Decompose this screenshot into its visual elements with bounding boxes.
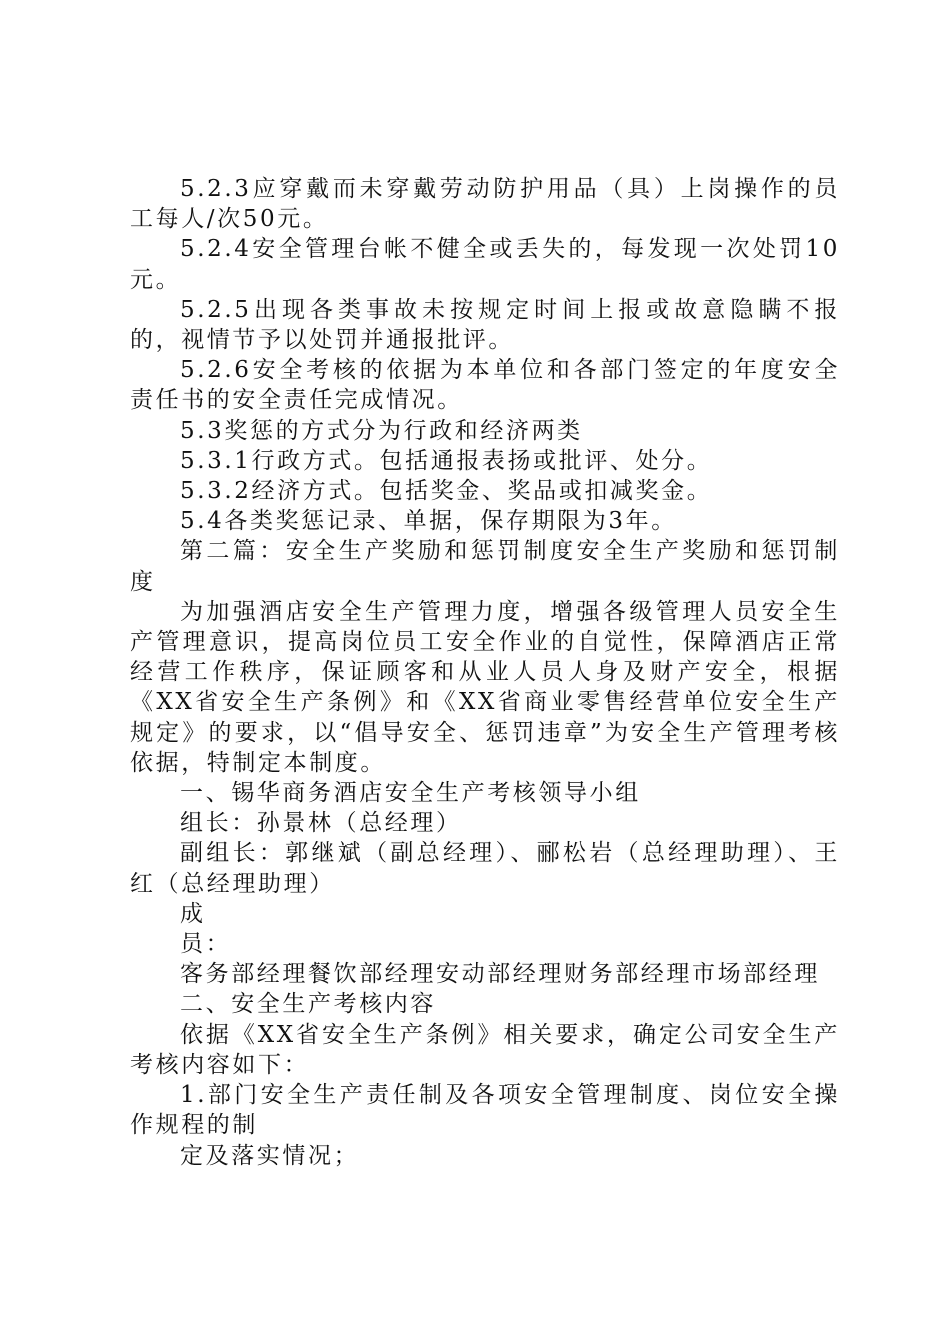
paragraph-item-1: 1.部门安全生产责任制及各项安全管理制度、岗位安全操作规程的制 (130, 1082, 840, 1139)
paragraph-deputy-leaders: 副组长：郭继斌（副总经理）、郦松岩（总经理助理）、王红（总经理助理） (130, 840, 840, 897)
paragraph-5-2-5: 5.2.5出现各类事故未按规定时间上报或故意隐瞒不报的，视情节予以处罚并通报批评。 (130, 296, 840, 354)
heading-assessment-content: 二、安全生产考核内容 (180, 991, 436, 1018)
paragraph-5-2-3: 5.2.3应穿戴而未穿戴劳动防护用品（具）上岗操作的员工每人/次50元。 (130, 176, 840, 233)
paragraph-5-3-2: 5.3.2经济方式。包括奖金、奖品或扣减奖金。 (180, 478, 713, 505)
heading-leadership-group: 一、锡华商务酒店安全生产考核领导小组 (180, 780, 641, 807)
paragraph-5-3: 5.3奖惩的方式分为行政和经济两类 (180, 417, 583, 444)
paragraph-5-2-4: 5.2.4安全管理台帐不健全或丢失的，每发现一次处罚10元。 (130, 236, 840, 293)
paragraph-group-leader: 组长：孙景林（总经理） (180, 810, 462, 837)
paragraph-item-1-continued: 定及落实情况； (180, 1142, 360, 1169)
paragraph-intro: 为加强酒店安全生产管理力度，增强各级管理人员安全生产管理意识，提高岗位员工安全作业的自觉性，保障酒店正常经营工作秩序，保证顾客和从业人员人身及财产安全，根据《XX省安全生产条例》和《XX省商业零售经营单位安全生产规定》的要求，以“倡导安全、惩罚违章”为安全生产管理考核依据，特制定本制度。 (130, 598, 840, 776)
paragraph-5-3-1: 5.3.1行政方式。包括通报表扬或批评、处分。 (180, 447, 713, 474)
paragraph-members-label-1: 成 (180, 900, 206, 927)
section-heading-part-two: 第二篇：安全生产奖励和惩罚制度安全生产奖励和惩罚制度 (130, 538, 840, 595)
paragraph-5-2-6: 5.2.6安全考核的依据为本单位和各部门签定的年度安全责任书的安全责任完成情况。 (130, 357, 840, 414)
paragraph-members-label-2: 员： (180, 931, 232, 958)
paragraph-5-4: 5.4各类奖惩记录、单据，保存期限为3年。 (180, 508, 677, 535)
document-body (130, 174, 840, 1171)
paragraph-assessment-basis: 依据《XX省安全生产条例》相关要求，确定公司安全生产考核内容如下： (130, 1021, 840, 1078)
paragraph-members-list: 客务部经理餐饮部经理安动部经理财务部经理市场部经理 (180, 961, 820, 988)
